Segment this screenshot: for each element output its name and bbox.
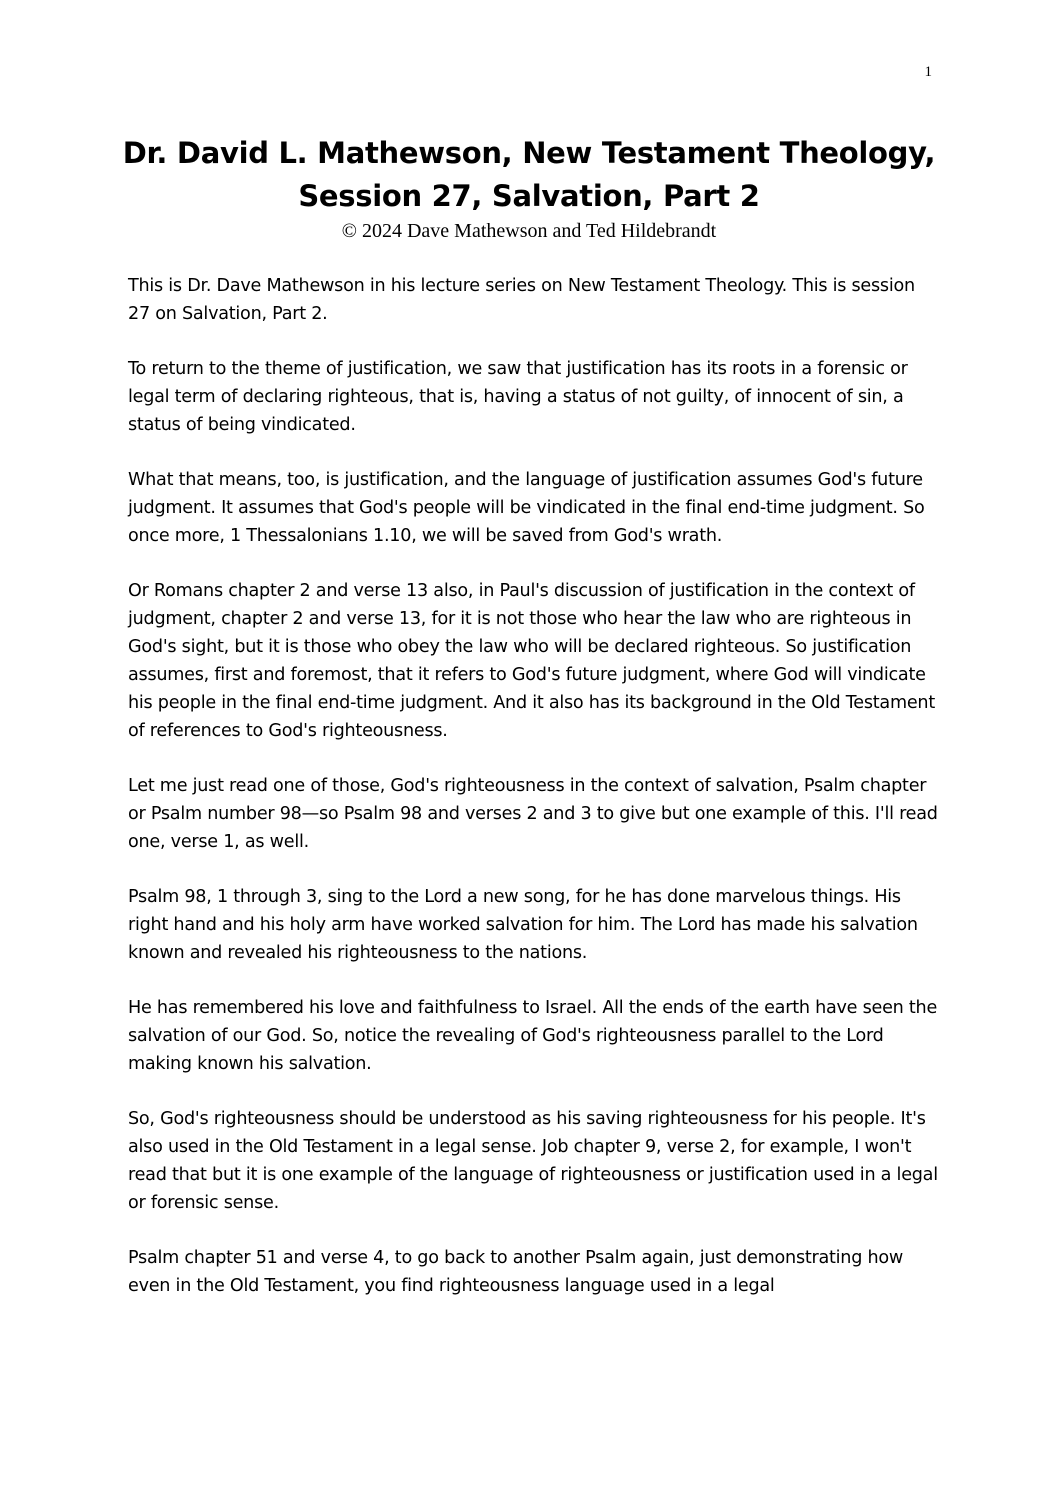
paragraph: What that means, too, is justification, and the language of justification assumes God's future judgment. It assumes that God's people will be vindicated in the final end-time judgment. So once more, 1 Thessalonians 1.10, we will be saved from God's wrath. <box>128 470 925 546</box>
copyright-line: © 2024 Dave Mathewson and Ted Hildebrandt <box>341 220 717 242</box>
paragraph: To return to the theme of justification, we saw that justification has its roots in a forensic or legal term of declaring righteous, that is, having a status of not guilty, of innocent of sin, a status of being vindicated. <box>128 359 908 435</box>
document-body <box>128 272 938 1327</box>
title-line-2: Session 27, Salvation, Part 2 <box>298 179 760 213</box>
paragraph: This is Dr. Dave Mathewson in his lecture series on New Testament Theology. This is session 27 on Salvation, Part 2. <box>128 276 915 324</box>
paragraph: He has remembered his love and faithfulness to Israel. All the ends of the earth have seen the salvation of our God. So, notice the revealing of God's righteousness parallel to the Lord making known his salvation. <box>128 998 938 1074</box>
document-header <box>110 132 948 244</box>
paragraph: Psalm chapter 51 and verse 4, to go back to another Psalm again, just demonstrating how even in the Old Testament, you find righteousness language used in a legal <box>128 1248 904 1296</box>
paragraph: Or Romans chapter 2 and verse 13 also, in Paul's discussion of justification in the context of judgment, chapter 2 and verse 13, for it is not those who hear the law who are righteous in God's sight, but it is those who obey the law who will be declared righteous. So justification assumes, first and foremost, that it refers to God's future judgment, where God will vindicate his people in the final end-time judgment. And it also has its background in the Old Testament of references to God's righteousness. <box>128 581 935 741</box>
paragraph: So, God's righteousness should be understood as his saving righteousness for his people. It's also used in the Old Testament in a legal sense. Job chapter 9, verse 2, for example, I won't read that but it is one example of the language of righteousness or justification used in a legal or forensic sense. <box>128 1109 938 1213</box>
paragraph: Let me just read one of those, God's righteousness in the context of salvation, Psalm chapter or Psalm number 98—so Psalm 98 and verses 2 and 3 to give but one example of this. I'll read one, verse 1, as well. <box>128 776 938 852</box>
title-line-1: Dr. David L. Mathewson, New Testament Theology, <box>122 136 936 170</box>
paragraph: Psalm 98, 1 through 3, sing to the Lord a new song, for he has done marvelous things. His right hand and his holy arm have worked salvation for him. The Lord has made his salvation known and revealed his righteousness to the nations. <box>128 887 918 963</box>
document-title <box>110 132 948 218</box>
page-number: 1 <box>924 64 932 80</box>
